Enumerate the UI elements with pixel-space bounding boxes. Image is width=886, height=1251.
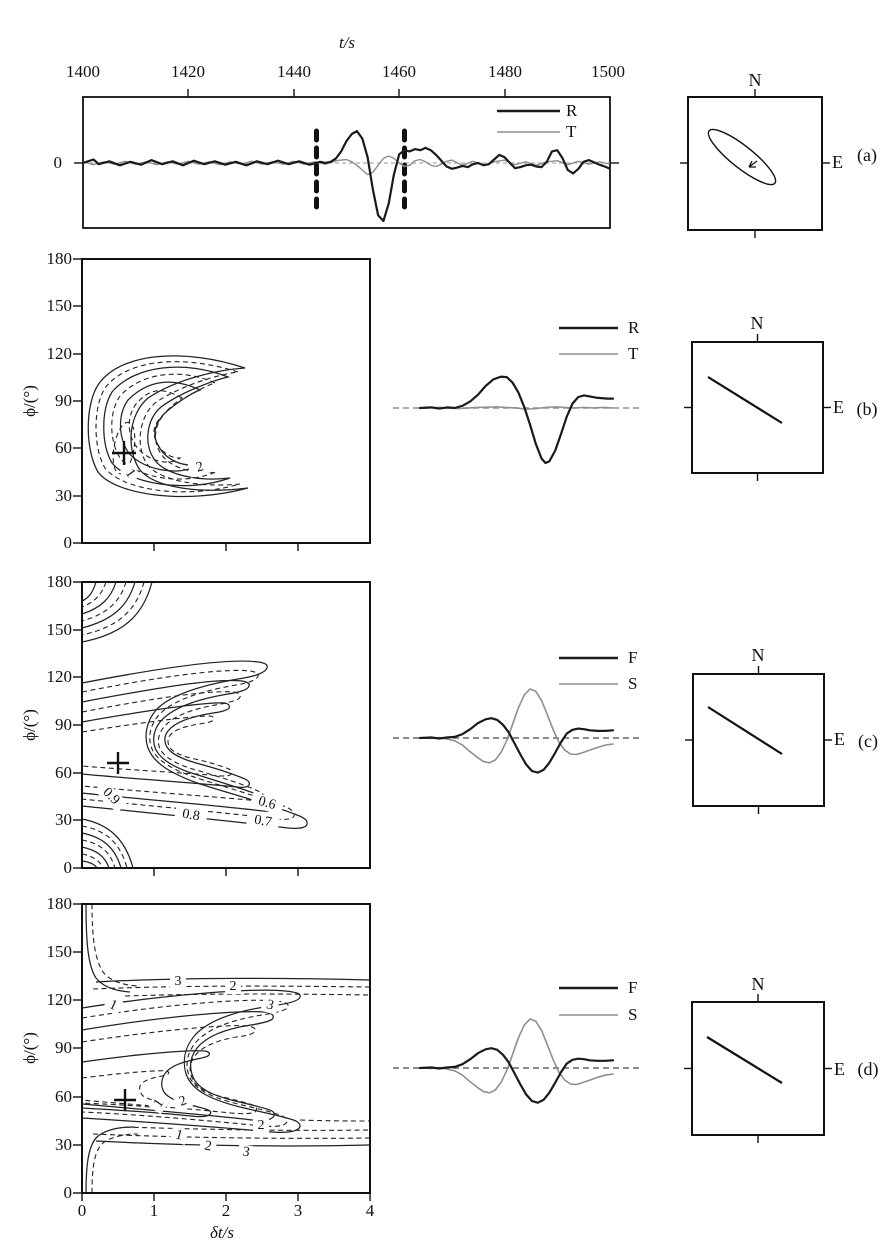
legend-a-R: R — [566, 101, 578, 120]
contour-label: 2 — [225, 979, 241, 994]
x-axis-title-a: t/s — [338, 33, 356, 52]
y-tick-b-180: 180 — [46, 249, 72, 268]
y-tick-c-120: 120 — [46, 667, 72, 686]
panel-c-legend-lines — [559, 658, 618, 684]
panel-c-traces — [420, 689, 613, 773]
contour-label: 1 — [169, 1126, 188, 1145]
compass-n-d: N — [751, 974, 765, 994]
y-tick-b-60: 60 — [55, 438, 72, 457]
x-tick-d-3: 3 — [293, 1201, 303, 1220]
contour-label: 0.8 — [174, 805, 208, 825]
panel-d-traces — [420, 1019, 613, 1103]
contour-label: 2 — [173, 1092, 193, 1112]
legend-a-T: T — [566, 122, 577, 141]
x-tick-1500: 1500 — [591, 62, 625, 81]
y-tick-b-120: 120 — [46, 344, 72, 363]
contour-label: 3 — [237, 1144, 255, 1162]
compass-e-a: E — [832, 152, 843, 172]
particle-ellipse — [702, 122, 781, 192]
x-tick-d-2: 2 — [221, 1201, 231, 1220]
compass-e-b: E — [833, 397, 844, 417]
y-tick-d-90: 90 — [55, 1038, 72, 1057]
panel-d-contours — [82, 904, 370, 1193]
x-axis-title-d: δt/s — [210, 1223, 234, 1242]
contour-label: 2 — [187, 457, 212, 477]
particle-box-b — [684, 334, 831, 481]
contour-label: 0.9 — [94, 780, 127, 813]
legend-b-R: R — [628, 318, 640, 337]
x-tick-1400: 1400 — [66, 62, 100, 81]
particle-line — [708, 377, 782, 423]
compass-n-a: N — [748, 70, 762, 90]
compass-e-c: E — [834, 729, 845, 749]
panel-a-legend-lines — [497, 111, 560, 132]
particle-box-a — [680, 89, 830, 238]
contour-label: 1 — [148, 1093, 169, 1115]
particle-arrow — [749, 161, 757, 167]
panel-b-axes — [73, 259, 370, 551]
panel-letter-b: (b) — [856, 399, 878, 419]
y-zero-label-a: 0 — [53, 153, 62, 172]
legend-c-F: F — [628, 648, 638, 667]
contour-label: 3 — [170, 974, 186, 989]
y-tick-c-180: 180 — [46, 572, 72, 591]
legend-b-T: T — [628, 344, 639, 363]
x-tick-d-4: 4 — [365, 1201, 375, 1220]
y-tick-d-0: 0 — [63, 1183, 72, 1202]
x-tick-1480: 1480 — [488, 62, 522, 81]
y-tick-d-150: 150 — [46, 942, 72, 961]
y-tick-b-150: 150 — [46, 296, 72, 315]
panel-b-best-fit-cross — [112, 441, 136, 465]
y-tick-c-60: 60 — [55, 763, 72, 782]
y-tick-c-150: 150 — [46, 620, 72, 639]
contour-label: 0.7 — [246, 811, 280, 831]
y-tick-b-0: 0 — [63, 533, 72, 552]
x-tick-1440: 1440 — [277, 62, 311, 81]
contour-label: 2 — [199, 1138, 217, 1156]
x-tick-1420: 1420 — [171, 62, 205, 81]
y-tick-b-90: 90 — [55, 391, 72, 410]
panel-letter-a: (a) — [857, 145, 877, 165]
compass-n-b: N — [750, 313, 764, 333]
panel-b-traces — [420, 377, 613, 463]
compass-n-c: N — [751, 645, 765, 665]
compass-e-d: E — [834, 1059, 845, 1079]
legend-c-S: S — [628, 674, 638, 693]
panel-b-contours — [88, 356, 248, 497]
contour-label: 0.6 — [250, 792, 285, 815]
y-tick-c-30: 30 — [55, 810, 72, 829]
y-axis-title-c: ϕ/(°) — [20, 709, 39, 741]
y-axis-title-b: ϕ/(°) — [20, 385, 39, 417]
y-tick-c-0: 0 — [63, 858, 72, 877]
contour-label: 3 — [260, 996, 279, 1015]
y-tick-c-90: 90 — [55, 715, 72, 734]
contour-label: 1 — [103, 995, 124, 1015]
particle-line — [708, 707, 782, 754]
panel-c-best-fit-cross — [107, 752, 129, 774]
contour-label: 2 — [253, 1118, 269, 1133]
particle-box-d — [684, 994, 832, 1143]
y-axis-title-d: ϕ/(°) — [20, 1032, 39, 1064]
panel-letter-c: (c) — [858, 731, 878, 751]
panel-d-axes — [73, 904, 370, 1201]
panel-a-traces — [83, 131, 610, 221]
y-tick-d-120: 120 — [46, 990, 72, 1009]
x-tick-1460: 1460 — [382, 62, 416, 81]
legend-d-S: S — [628, 1005, 638, 1024]
panel-d-legend-lines — [559, 988, 618, 1015]
x-tick-d-1: 1 — [149, 1201, 159, 1220]
panel-b-legend-lines — [559, 328, 618, 354]
y-tick-d-60: 60 — [55, 1087, 72, 1106]
y-tick-d-30: 30 — [55, 1135, 72, 1154]
y-tick-b-30: 30 — [55, 486, 72, 505]
panel-letter-d: (d) — [857, 1059, 879, 1079]
x-tick-d-0: 0 — [77, 1201, 87, 1220]
particle-line — [707, 1037, 782, 1083]
legend-d-F: F — [628, 978, 638, 997]
panel-c-axes — [73, 582, 370, 876]
y-tick-d-180: 180 — [46, 894, 72, 913]
particle-box-c — [685, 666, 832, 814]
contour-label: 1 — [119, 463, 140, 485]
